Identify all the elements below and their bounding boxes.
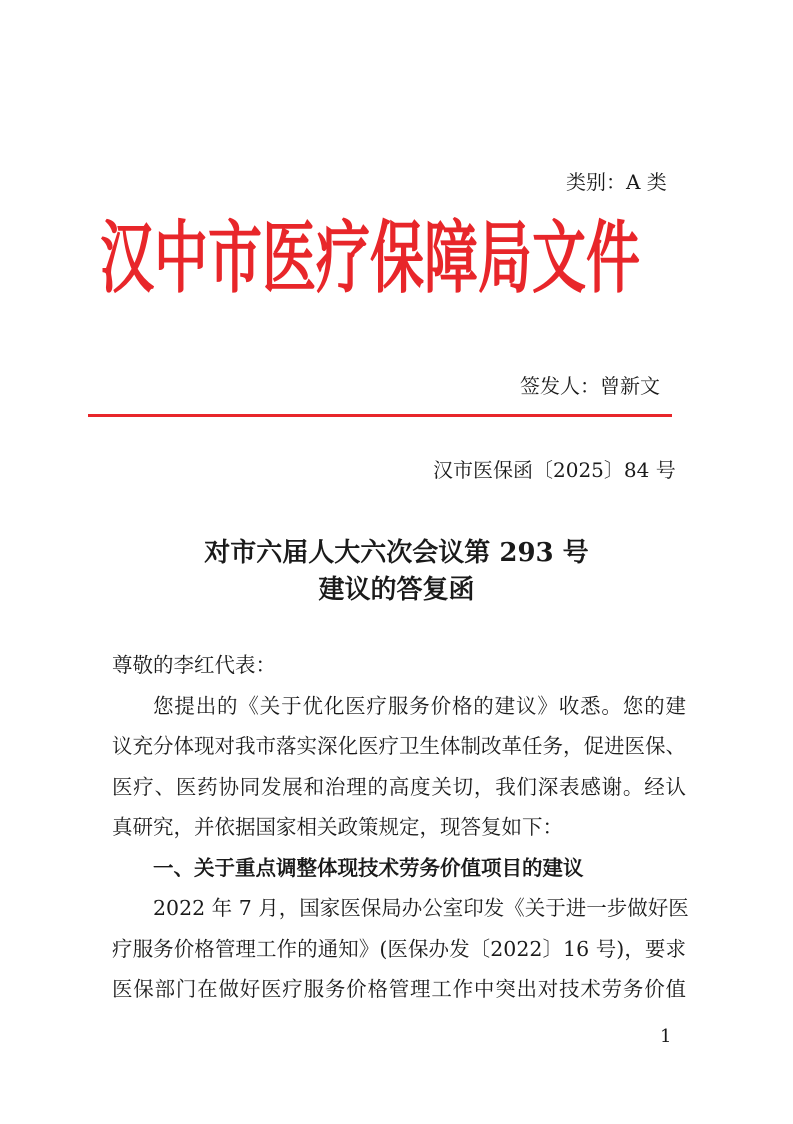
document-title-line2: 建议的答复函 [318, 575, 475, 605]
paragraph-line: 您提出的《关于优化医疗服务价格的建议》收悉。您的建 [153, 693, 686, 718]
salutation: 尊敬的李红代表： [112, 653, 276, 677]
document-category: 类别：A 类 [566, 170, 667, 194]
paragraph-line: 真研究，并依据国家相关政策规定，现答复如下： [112, 815, 563, 839]
paragraph-line: 医疗、医药协同发展和治理的高度关切，我们深表感谢。经认 [112, 774, 686, 799]
paragraph-line: 2022 年 7 月，国家医保局办公室印发《关于进一步做好医 [153, 896, 689, 920]
paragraph-line: 议充分体现对我市落实深化医疗卫生体制改革任务，促进医保、 [112, 734, 686, 758]
page-number: 1 [660, 1026, 672, 1047]
paragraph-line: 疗服务价格管理工作的通知》(医保办发〔2022〕16 号)，要求 [112, 936, 686, 961]
section-heading: 一、关于重点调整体现技术劳务价值项目的建议 [153, 855, 584, 880]
document-body [112, 650, 689, 1015]
issuing-organization-title: 汉中市医疗保障局文件 [100, 212, 640, 304]
red-divider [88, 414, 672, 417]
signer: 签发人：曾新文 [520, 374, 660, 398]
paragraph-line: 医保部门在做好医疗服务价格管理工作中突出对技术劳务价值 [112, 977, 686, 1001]
document-title-line1: 对市六届人大六次会议第 293 号 [204, 538, 589, 568]
document-number: 汉市医保函〔2025〕84 号 [433, 458, 676, 482]
